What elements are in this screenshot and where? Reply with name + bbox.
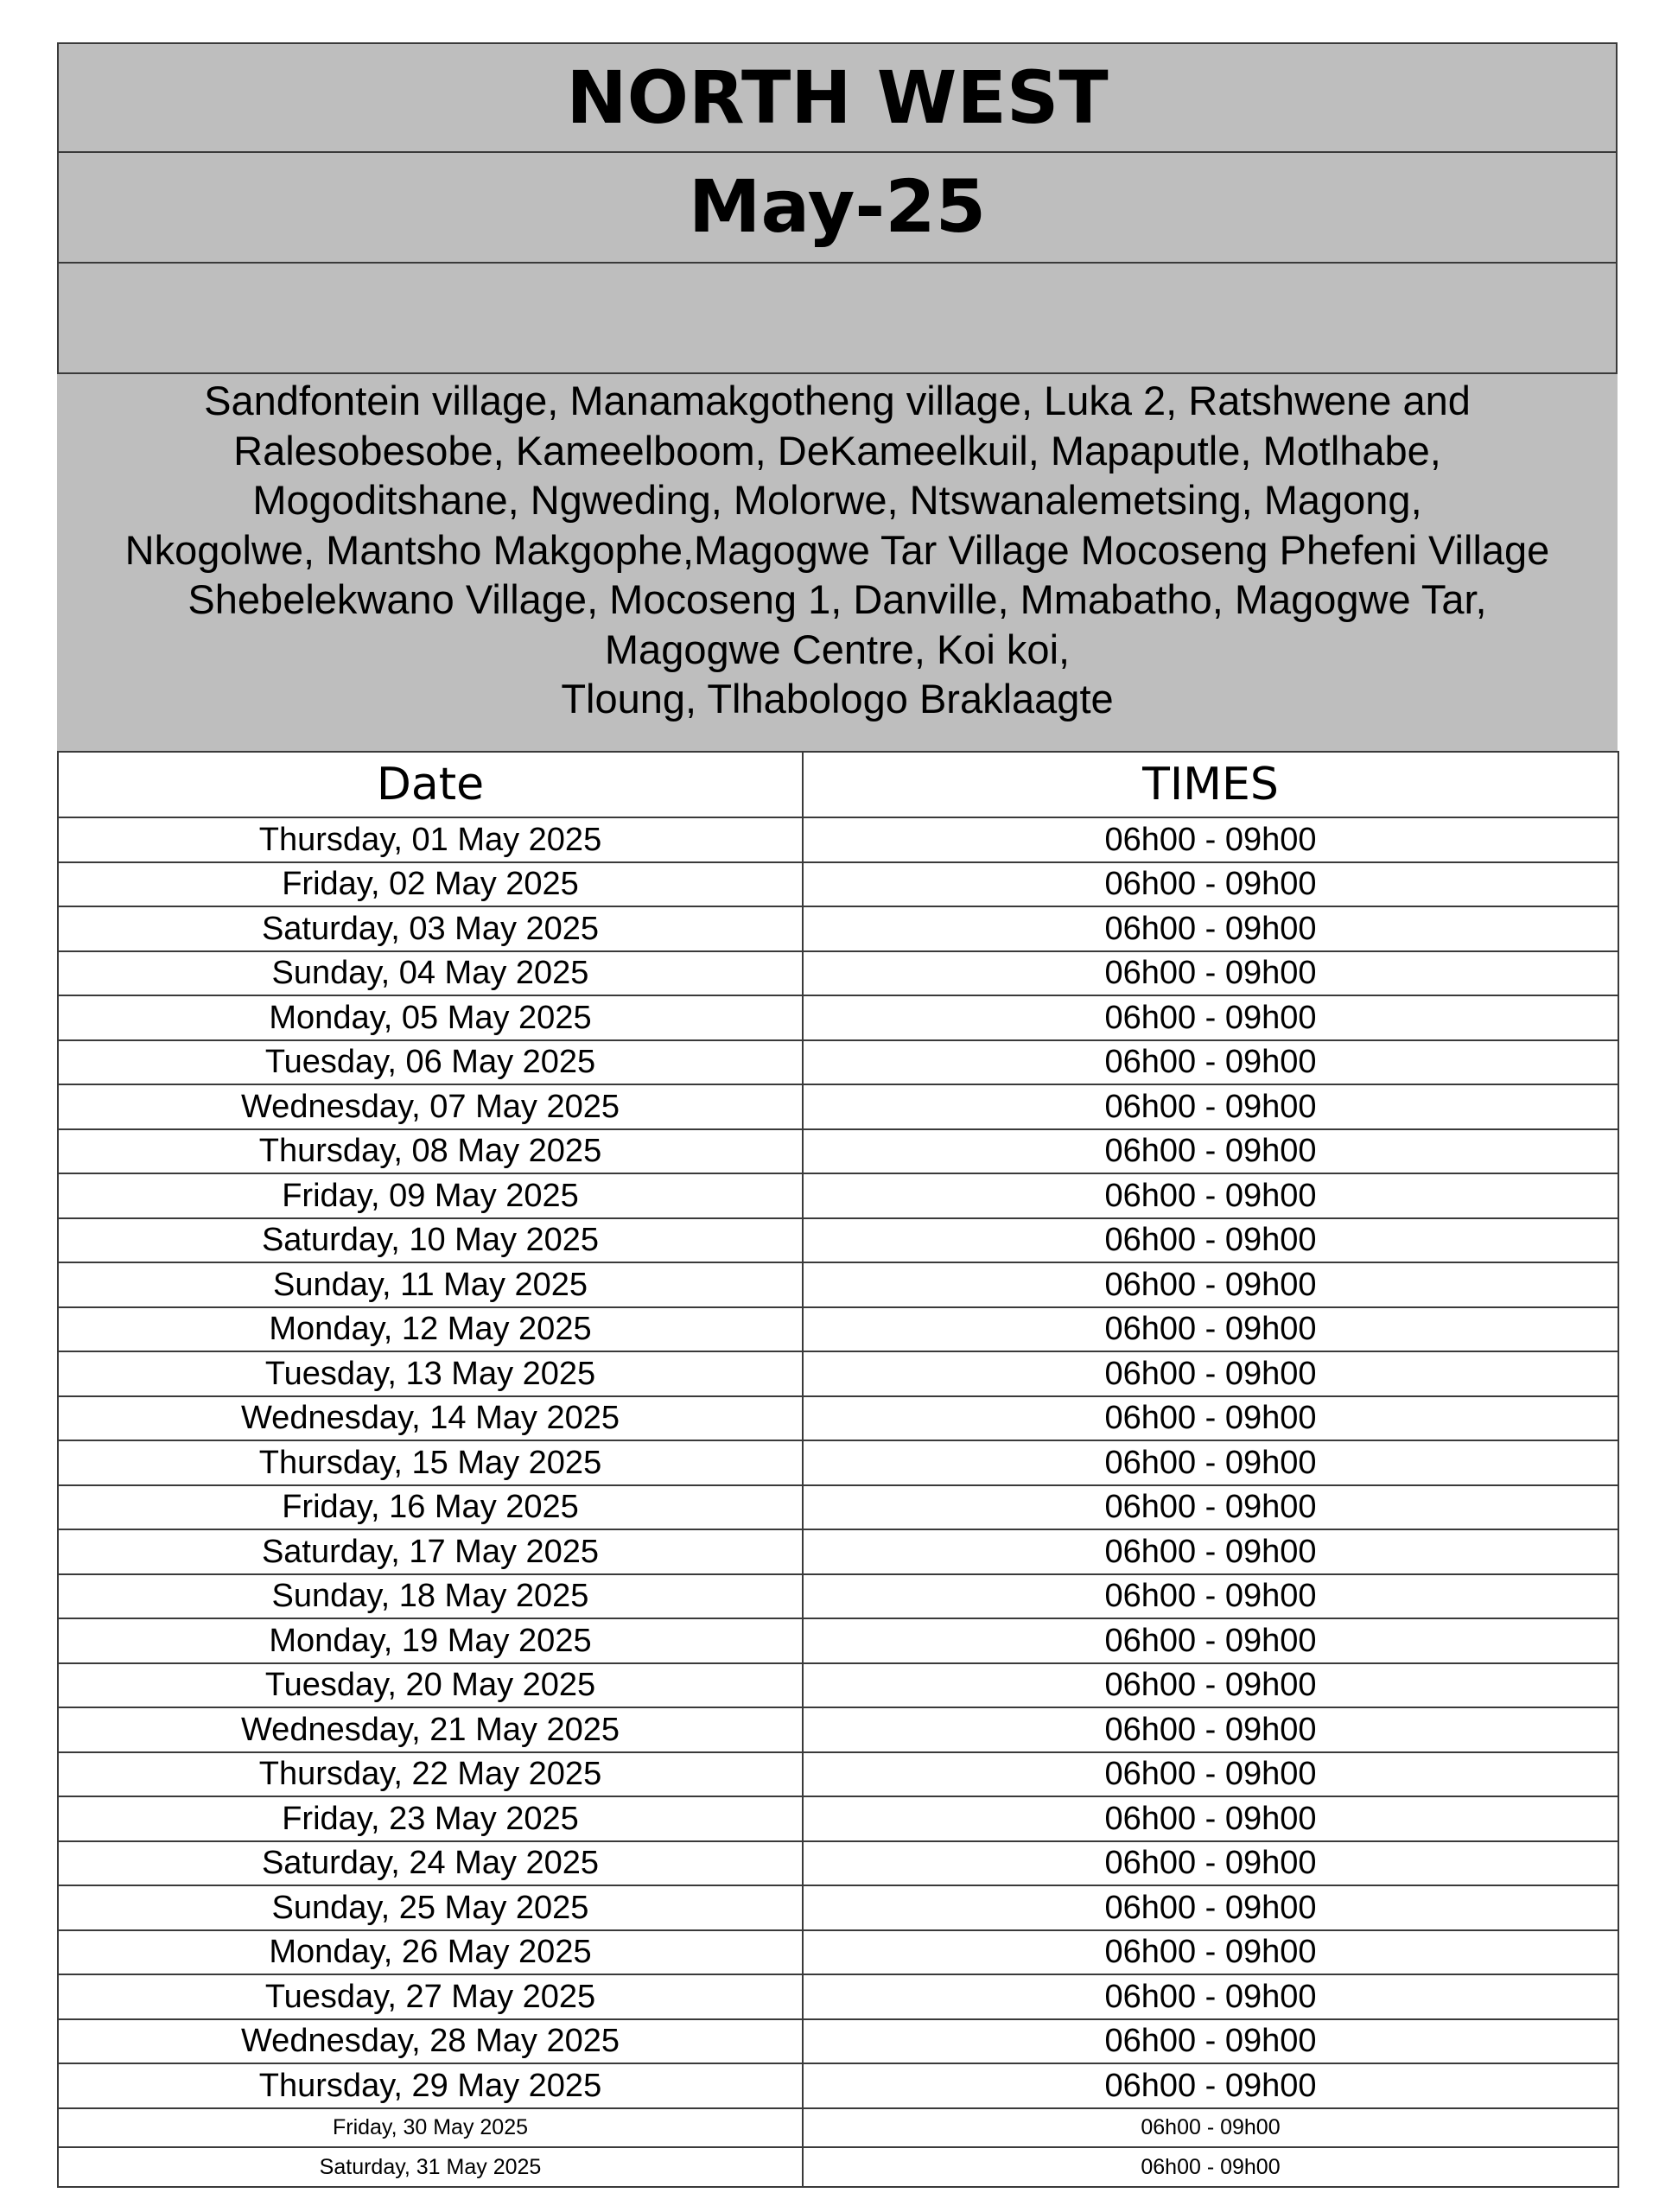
schedule-sheet <box>57 42 1618 2188</box>
date-cell: Saturday, 03 May 2025 <box>58 906 803 951</box>
date-cell: Sunday, 18 May 2025 <box>58 1574 803 1619</box>
time-cell: 06h00 - 09h00 <box>803 1618 1618 1663</box>
table-row <box>58 1574 1618 1619</box>
time-cell: 06h00 - 09h00 <box>803 1440 1618 1485</box>
time-cell: 06h00 - 09h00 <box>803 817 1618 862</box>
table-row <box>58 1529 1618 1574</box>
date-cell: Monday, 05 May 2025 <box>58 995 803 1040</box>
date-cell: Tuesday, 20 May 2025 <box>58 1663 803 1708</box>
table-row <box>58 862 1618 907</box>
areas-line: Sandfontein village, Manamakgotheng village, Luka 2, Ratshwene and <box>204 378 1471 423</box>
table-row <box>58 1841 1618 1886</box>
date-cell: Thursday, 22 May 2025 <box>58 1752 803 1797</box>
date-cell: Thursday, 15 May 2025 <box>58 1440 803 1485</box>
time-cell: 06h00 - 09h00 <box>803 1485 1618 1530</box>
time-cell: 06h00 - 09h00 <box>803 1930 1618 1975</box>
table-row <box>58 1707 1618 1752</box>
time-cell: 06h00 - 09h00 <box>803 1885 1618 1930</box>
table-row <box>58 2147 1618 2187</box>
table-row <box>58 1218 1618 1263</box>
time-cell: 06h00 - 09h00 <box>803 1040 1618 1085</box>
date-cell: Thursday, 01 May 2025 <box>58 817 803 862</box>
header-date: Date <box>58 752 803 817</box>
month-title: May-25 <box>57 153 1618 264</box>
table-row <box>58 951 1618 996</box>
table-row <box>58 1084 1618 1129</box>
date-cell: Wednesday, 28 May 2025 <box>58 2019 803 2064</box>
table-body <box>58 817 1618 2187</box>
time-cell: 06h00 - 09h00 <box>803 1218 1618 1263</box>
date-cell: Wednesday, 21 May 2025 <box>58 1707 803 1752</box>
time-cell: 06h00 - 09h00 <box>803 2063 1618 2108</box>
time-cell: 06h00 - 09h00 <box>803 2019 1618 2064</box>
date-cell: Sunday, 11 May 2025 <box>58 1262 803 1307</box>
time-cell: 06h00 - 09h00 <box>803 1529 1618 1574</box>
date-cell: Thursday, 08 May 2025 <box>58 1129 803 1174</box>
time-cell: 06h00 - 09h00 <box>803 951 1618 996</box>
date-cell: Friday, 02 May 2025 <box>58 862 803 907</box>
date-cell: Sunday, 25 May 2025 <box>58 1885 803 1930</box>
time-cell: 06h00 - 09h00 <box>803 1307 1618 1352</box>
table-row <box>58 1930 1618 1975</box>
schedule-table <box>57 751 1619 2188</box>
time-cell: 06h00 - 09h00 <box>803 1663 1618 1708</box>
areas-line: Magogwe Centre, Koi koi, <box>604 626 1071 672</box>
time-cell: 06h00 - 09h00 <box>803 1752 1618 1797</box>
table-row <box>58 1440 1618 1485</box>
time-cell: 06h00 - 09h00 <box>803 1707 1618 1752</box>
time-cell: 06h00 - 09h00 <box>803 1351 1618 1396</box>
blank-band <box>57 264 1618 374</box>
table-row <box>58 1129 1618 1174</box>
date-cell: Tuesday, 27 May 2025 <box>58 1974 803 2019</box>
date-cell: Monday, 19 May 2025 <box>58 1618 803 1663</box>
date-cell: Saturday, 10 May 2025 <box>58 1218 803 1263</box>
date-cell: Monday, 26 May 2025 <box>58 1930 803 1975</box>
table-row <box>58 1040 1618 1085</box>
date-cell: Saturday, 31 May 2025 <box>58 2147 803 2187</box>
date-cell: Wednesday, 14 May 2025 <box>58 1396 803 1441</box>
table-row <box>58 2108 1618 2148</box>
affected-areas <box>57 374 1618 751</box>
date-cell: Thursday, 29 May 2025 <box>58 2063 803 2108</box>
date-cell: Sunday, 04 May 2025 <box>58 951 803 996</box>
date-cell: Wednesday, 07 May 2025 <box>58 1084 803 1129</box>
time-cell: 06h00 - 09h00 <box>803 2147 1618 2187</box>
table-row <box>58 817 1618 862</box>
time-cell: 06h00 - 09h00 <box>803 1262 1618 1307</box>
date-cell: Friday, 09 May 2025 <box>58 1173 803 1218</box>
table-row <box>58 1262 1618 1307</box>
table-row <box>58 1974 1618 2019</box>
date-cell: Friday, 23 May 2025 <box>58 1796 803 1841</box>
time-cell: 06h00 - 09h00 <box>803 1796 1618 1841</box>
time-cell: 06h00 - 09h00 <box>803 2108 1618 2148</box>
time-cell: 06h00 - 09h00 <box>803 1173 1618 1218</box>
table-row <box>58 1663 1618 1708</box>
areas-line: Tloung, Tlhabologo Braklaagte <box>561 676 1114 721</box>
time-cell: 06h00 - 09h00 <box>803 1974 1618 2019</box>
date-cell: Friday, 16 May 2025 <box>58 1485 803 1530</box>
table-row <box>58 1885 1618 1930</box>
time-cell: 06h00 - 09h00 <box>803 906 1618 951</box>
table-row <box>58 1173 1618 1218</box>
table-row <box>58 995 1618 1040</box>
date-cell: Friday, 30 May 2025 <box>58 2108 803 2148</box>
region-title: NORTH WEST <box>57 42 1618 153</box>
time-cell: 06h00 - 09h00 <box>803 1841 1618 1886</box>
table-row <box>58 1396 1618 1441</box>
date-cell: Tuesday, 13 May 2025 <box>58 1351 803 1396</box>
table-row <box>58 2063 1618 2108</box>
table-row <box>58 906 1618 951</box>
table-row <box>58 2019 1618 2064</box>
table-row <box>58 1618 1618 1663</box>
date-cell: Tuesday, 06 May 2025 <box>58 1040 803 1085</box>
table-row <box>58 1752 1618 1797</box>
time-cell: 06h00 - 09h00 <box>803 1396 1618 1441</box>
date-cell: Monday, 12 May 2025 <box>58 1307 803 1352</box>
areas-line: Nkogolwe, Mantsho Makgophe,Magogwe Tar Village Mocoseng Phefeni Village <box>124 526 1550 573</box>
date-cell: Saturday, 17 May 2025 <box>58 1529 803 1574</box>
time-cell: 06h00 - 09h00 <box>803 862 1618 907</box>
areas-line: Mogoditshane, Ngweding, Molorwe, Ntswanalemetsing, Magong, <box>252 477 1422 523</box>
table-row <box>58 1307 1618 1352</box>
time-cell: 06h00 - 09h00 <box>803 995 1618 1040</box>
time-cell: 06h00 - 09h00 <box>803 1574 1618 1619</box>
areas-line: Shebelekwano Village, Mocoseng 1, Danville, Mmabatho, Magogwe Tar, <box>188 576 1487 622</box>
table-header-row <box>58 752 1618 817</box>
header-times: TIMES <box>803 752 1618 817</box>
table-row <box>58 1351 1618 1396</box>
table-row <box>58 1796 1618 1841</box>
time-cell: 06h00 - 09h00 <box>803 1129 1618 1174</box>
areas-line: Ralesobesobe, Kameelboom, DeKameelkuil, Mapaputle, Motlhabe, <box>233 427 1441 474</box>
date-cell: Saturday, 24 May 2025 <box>58 1841 803 1886</box>
time-cell: 06h00 - 09h00 <box>803 1084 1618 1129</box>
table-row <box>58 1485 1618 1530</box>
